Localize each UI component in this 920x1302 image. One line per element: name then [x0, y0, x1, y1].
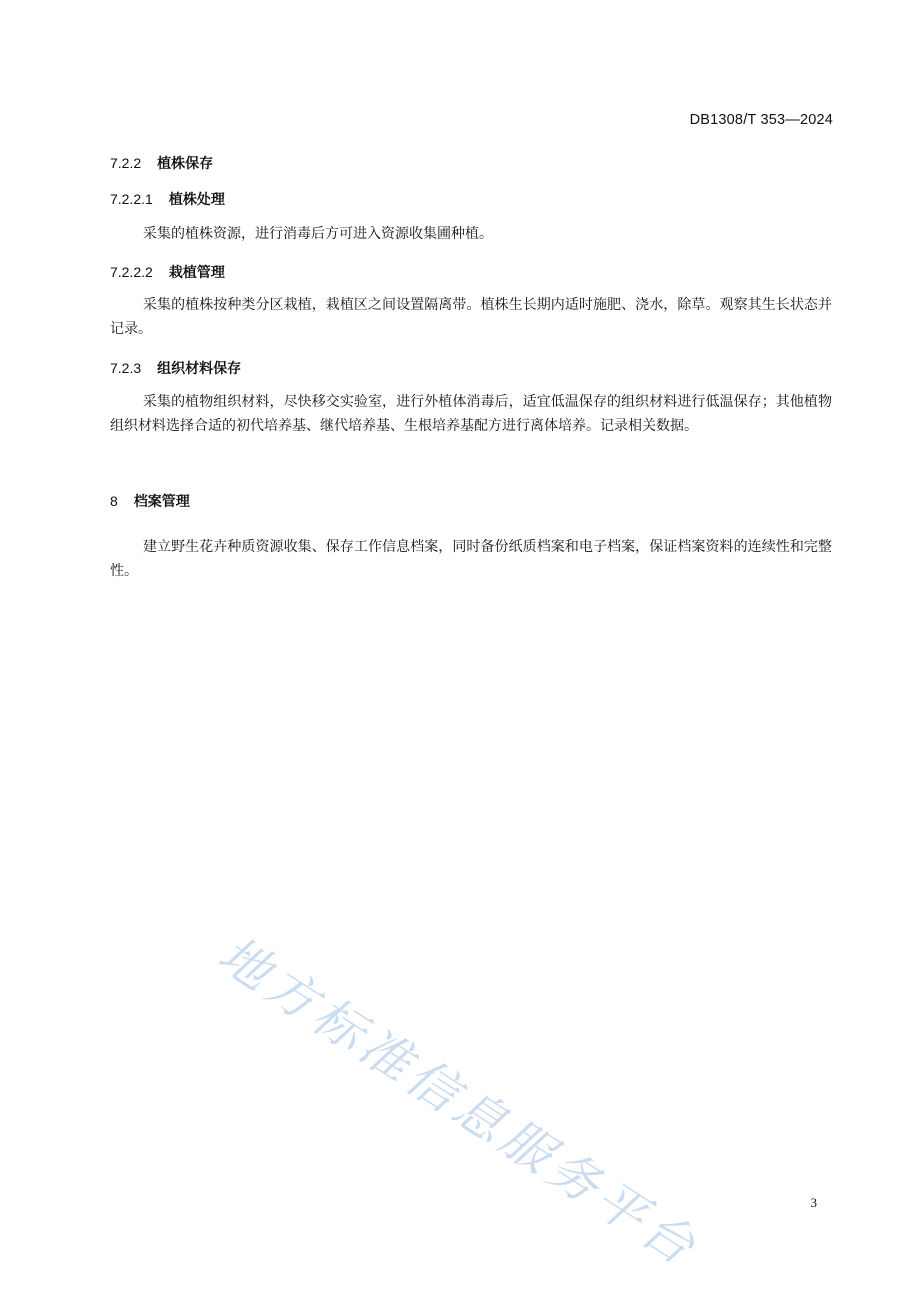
- paragraph-archive-management: 建立野生花卉种质资源收集、保存工作信息档案，同时备份纸质档案和电子档案，保证档案资料的连续性和完整性。: [110, 539, 832, 579]
- section-title: 栽植管理: [168, 265, 225, 281]
- paragraph-plant-treatment: 采集的植株资源，进行消毒后方可进入资源收集圃种植。: [143, 226, 493, 242]
- section-number: 7.2.2.2: [110, 264, 153, 280]
- paragraph-cultivation-management: 采集的植株按种类分区栽植，栽植区之间设置隔离带。植株生长期内适时施肥、浇水，除草。观察其生长状态并记录。: [110, 297, 832, 337]
- document-code: DB1308/T 353—2024: [689, 112, 833, 128]
- section-number: 7.2.3: [110, 360, 142, 376]
- paragraph-tissue-material-storage: 采集的植物组织材料，尽快移交实验室，进行外植体消毒后，适宜低温保存的组织材料进行低温保存；其他植物组织材料选择合适的初代培养基、继代培养基、生根培养基配方进行离体培养。记录相关数据。: [110, 394, 832, 434]
- section-heading-7-2-2-2: [110, 262, 225, 282]
- section-title: 植株处理: [168, 192, 225, 208]
- section-number: 7.2.2.1: [110, 191, 153, 207]
- section-heading-8: [110, 491, 190, 511]
- section-title: 组织材料保存: [157, 361, 242, 377]
- watermark: 地方标准信息服务平台: [208, 925, 710, 1279]
- section-heading-7-2-3: [110, 358, 241, 378]
- section-title: 档案管理: [133, 494, 190, 510]
- page-number: 3: [810, 1195, 817, 1210]
- section-number: 8: [110, 493, 118, 509]
- section-heading-7-2-2-1: [110, 189, 225, 209]
- section-number: 7.2.2: [110, 155, 142, 171]
- section-title: 植株保存: [157, 156, 214, 172]
- section-heading-7-2-2: [110, 153, 213, 173]
